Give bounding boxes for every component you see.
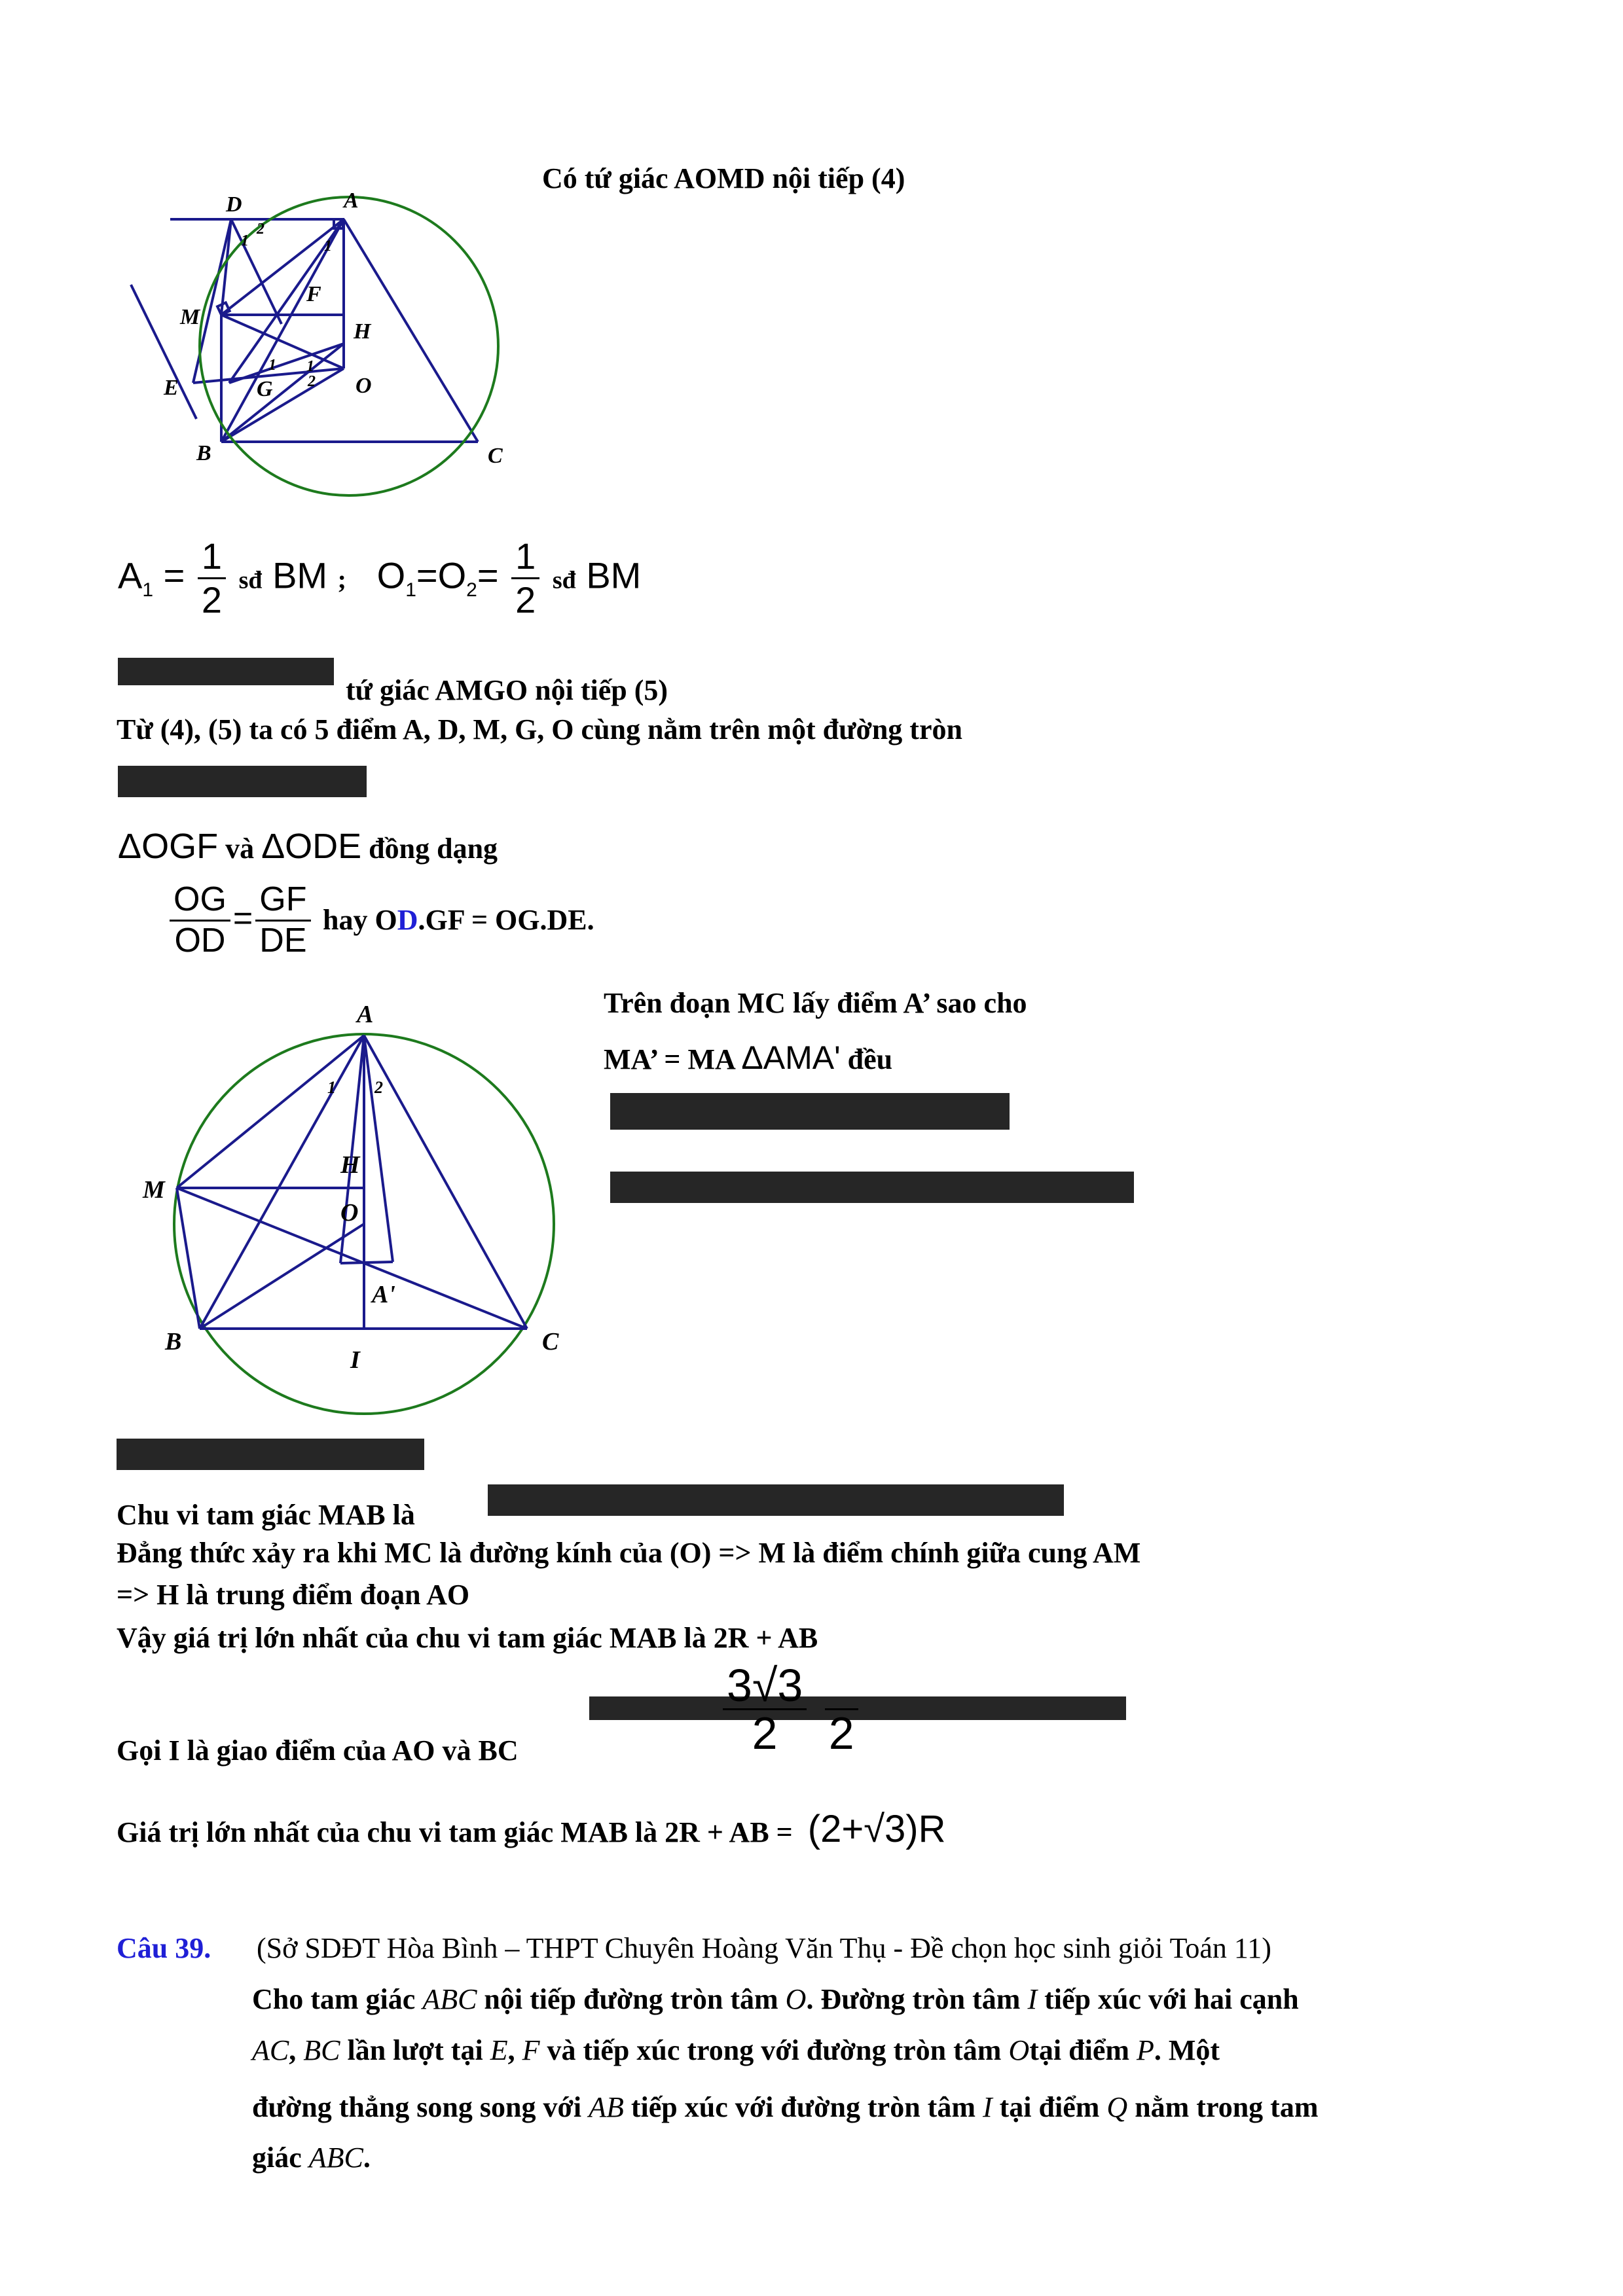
angle-equation-1: $A_1$ = $\frac{1}{2}$ sđ BM ; $O_1=O_2=$ $\frac{1}{2}$ sđ BM [118, 535, 642, 621]
question-line-3: đường thẳng song song với AB tiếp xúc với đường tròn tâm I tại điểm Q nằm trong tam [252, 2091, 1319, 2123]
garbled-formula [610, 1172, 1134, 1203]
garbled-formula [610, 1093, 1010, 1130]
ratio-line: $\frac{OG}{OD}$ = $\frac{GF}{DE}$ hay OD.GF = OG.DE. [167, 880, 594, 961]
fig1-label-e: E [164, 376, 179, 400]
fraction-formula: $\frac{3√3}{2}$ 2 [720, 1662, 861, 1756]
fig1-label-1d: 1 [306, 358, 314, 375]
fig2-label-c: C [542, 1328, 559, 1355]
question-source: (Sở SDĐT Hòa Bình – THPT Chuyên Hoàng Văn Thụ - Đề chọn học sinh giỏi Toán 11) [257, 1932, 1271, 1964]
question-line-1: Cho tam giác ABC nội tiếp đường tròn tâm O. Đường tròn tâm I tiếp xúc với hai cạnh [252, 1983, 1299, 2015]
midpoint-line: => H là trung điểm đoạn AO [117, 1579, 470, 1611]
text-line-5-points: Từ (4), (5) ta có 5 điểm A, D, M, G, O cùng nằm trên một đường tròn [117, 713, 962, 745]
fig1-label-f: F [306, 282, 321, 306]
max-value-line-1: Vậy giá trị lớn nhất của chu vi tam giác MAB là 2R + AB [117, 1622, 818, 1654]
max-value-line-2: Giá trị lớn nhất của chu vi tam giác MAB là 2R + AB = (2+√3)R [117, 1808, 946, 1850]
section-heading: Có tứ giác AOMD nội tiếp (4) [542, 162, 905, 194]
fig2-label-2: 2 [374, 1078, 383, 1097]
fig1-label-h: H [354, 319, 371, 344]
garbled-formula [117, 1439, 424, 1470]
fig1-label-c: C [488, 444, 503, 468]
equality-line: Đẳng thức xảy ra khi MC là đường kính của (O) => M là điểm chính giữa cung AM [117, 1537, 1141, 1569]
fig2-label-1: 1 [327, 1078, 336, 1097]
text-line-a-prime: Trên đoạn MC lấy điểm A’ sao cho [604, 987, 1027, 1019]
garbled-formula [118, 766, 367, 797]
garbled-formula [488, 1484, 1064, 1516]
geometry-figure-1 [111, 187, 530, 553]
fig1-label-m: M [180, 305, 200, 329]
intersection-line: Gọi I là giao điểm của AO và BC [117, 1734, 519, 1767]
question-number: Câu 39. [117, 1932, 211, 1964]
fig1-label-a: A [344, 188, 359, 213]
fig1-label-2b: 2 [308, 373, 316, 390]
fig1-label-d: D [226, 192, 242, 217]
fig2-label-b: B [165, 1328, 182, 1355]
fig2-label-a: A [357, 1001, 374, 1028]
fig1-label-1: 1 [241, 232, 249, 249]
question-line-4: giác ABC. [252, 2142, 371, 2174]
fig2-label-a-prime: A' [372, 1281, 395, 1308]
question-line-2: AC, BC lần lượt tại E, F và tiếp xúc trong với đường tròn tâm Otại điểm P. Một [252, 2034, 1220, 2066]
fig2-label-i: I [350, 1346, 360, 1374]
perimeter-line: Chu vi tam giác MAB là [117, 1499, 415, 1531]
fig1-label-1c: 1 [268, 357, 276, 374]
fig1-label-o: O [356, 374, 372, 398]
fig2-label-h: H [340, 1151, 360, 1179]
similar-triangles-line: ΔOGF và ΔODE đồng dạng [118, 827, 498, 866]
fig1-label-2: 2 [257, 221, 264, 238]
fig2-label-o: O [340, 1199, 359, 1227]
fig2-label-m: M [143, 1176, 165, 1204]
garbled-formula [118, 658, 334, 685]
fig1-label-1b: 1 [324, 238, 332, 255]
geometry-figure-2 [131, 988, 602, 1433]
text-line-ma-equal: MA’ = MA ΔAMA' đều [604, 1039, 893, 1076]
fig1-label-g: G [257, 377, 273, 401]
fig1-label-b: B [196, 441, 211, 465]
text-line-amgo: tứ giác AMGO nội tiếp (5) [346, 674, 668, 706]
